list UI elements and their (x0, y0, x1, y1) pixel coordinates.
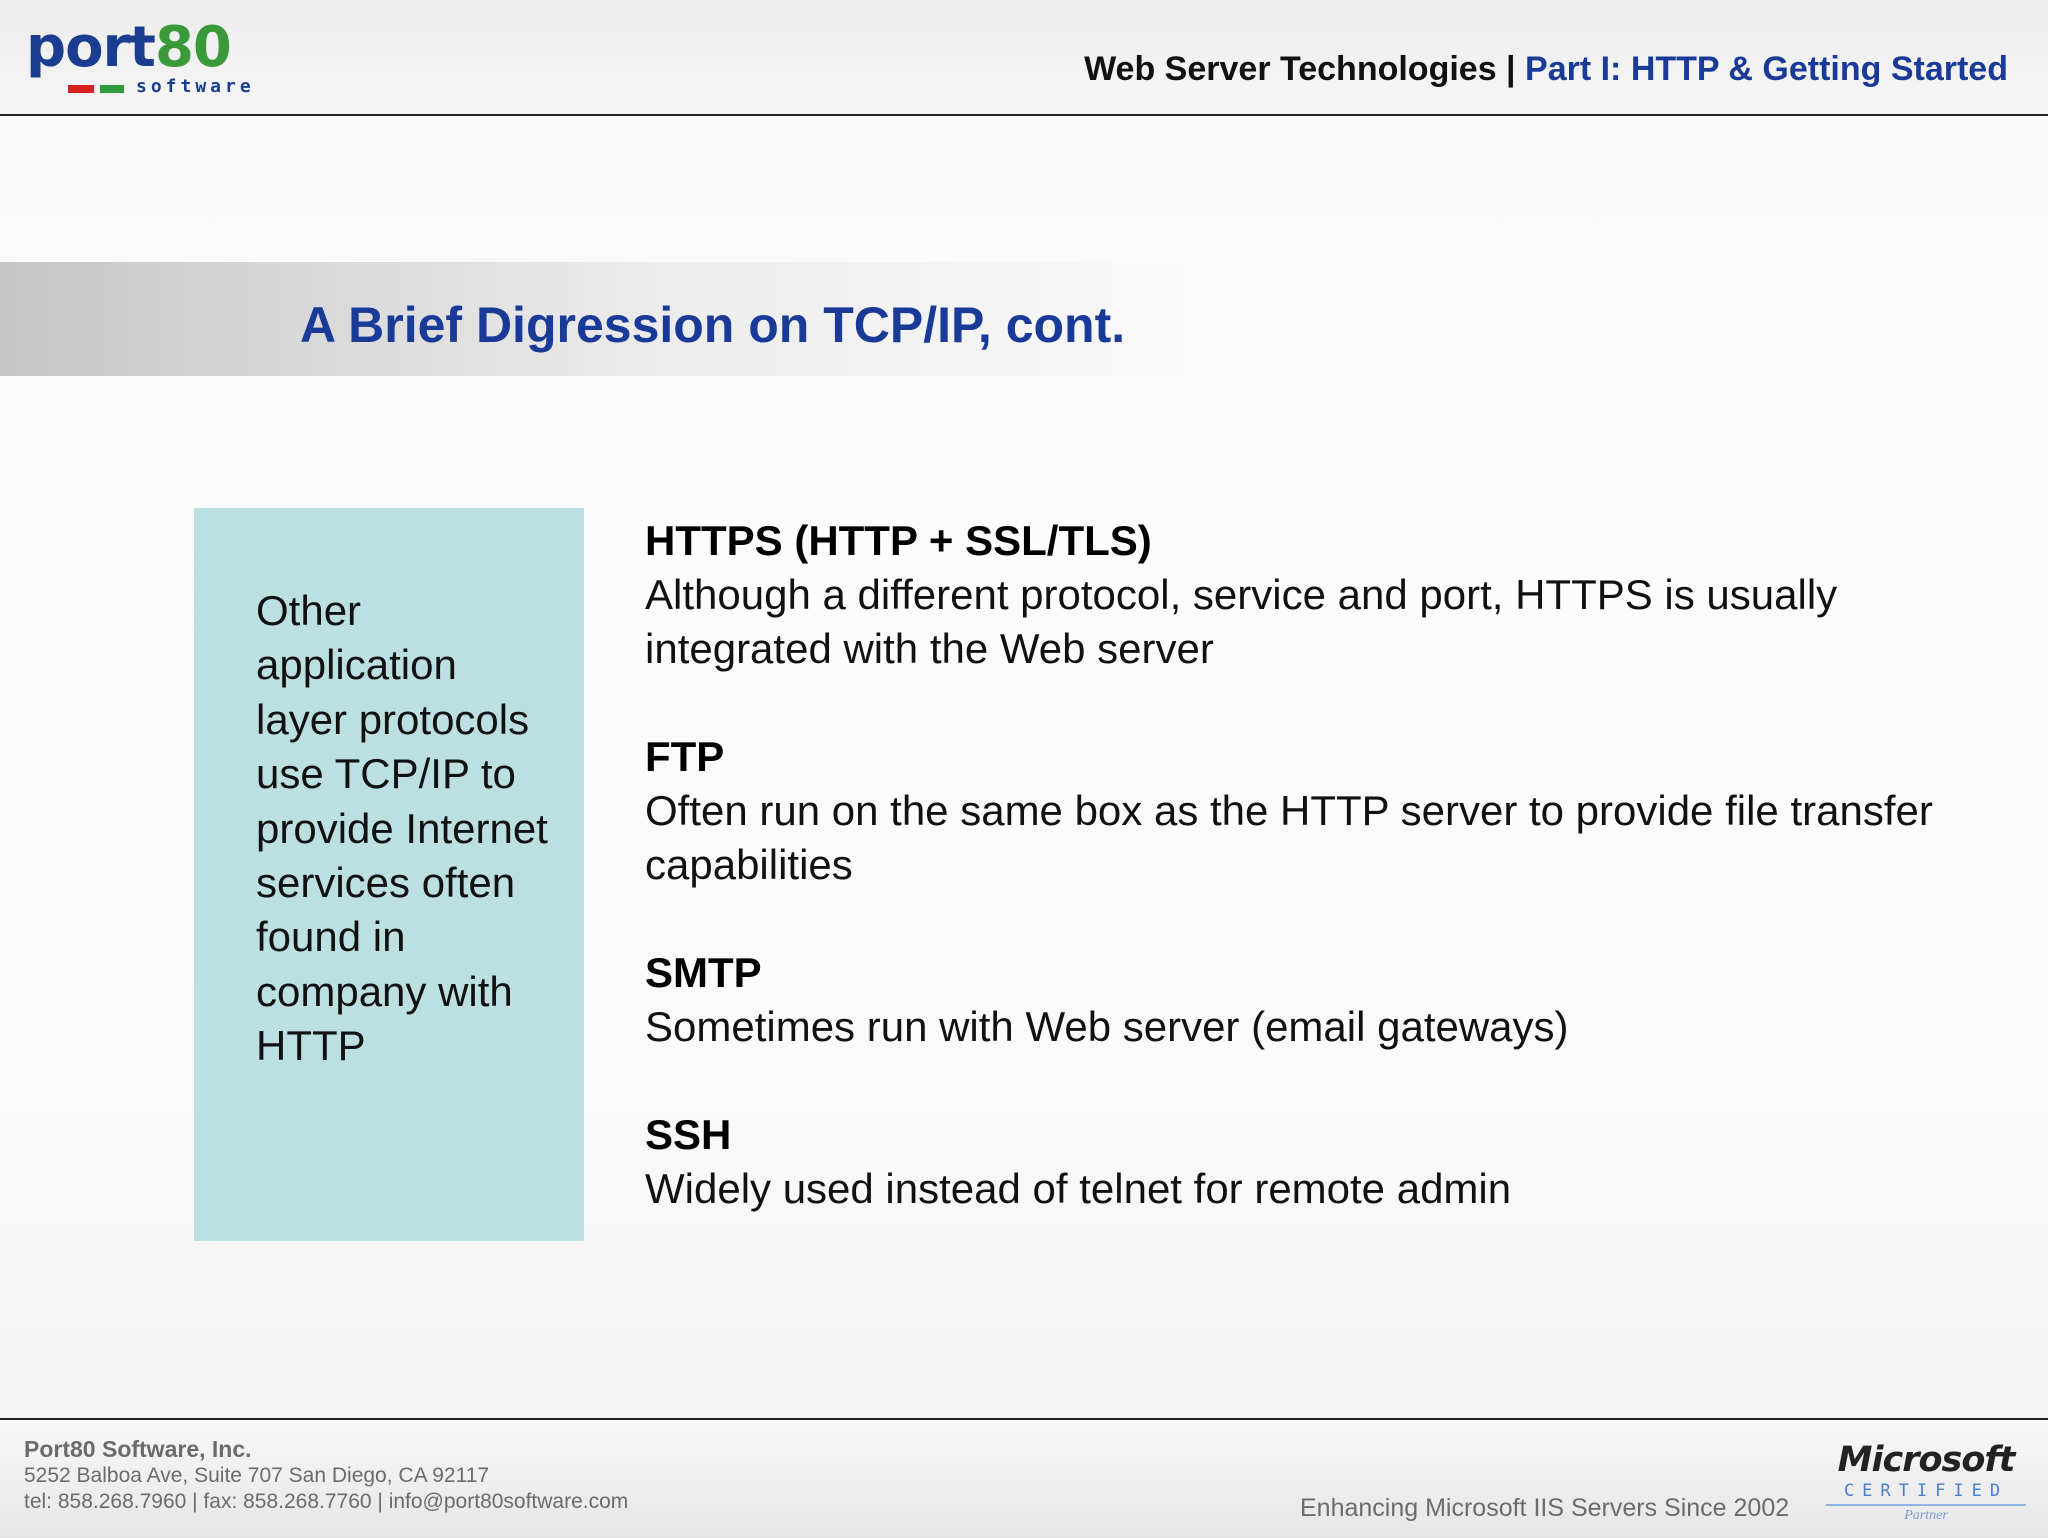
protocol-description: Often run on the same box as the HTTP server to provide file transfer capabilities (645, 787, 1933, 888)
protocol-list (645, 514, 1965, 1270)
logo-number: 80 (154, 15, 231, 80)
header-title-part: Part I: HTTP & Getting Started (1525, 50, 2008, 88)
header-title (1084, 50, 2008, 89)
logo-subtitle: software (136, 76, 255, 97)
protocol-item-https (645, 514, 1965, 676)
logo-red-bar (68, 85, 94, 93)
protocol-heading: SSH (645, 1111, 732, 1158)
company-contact: tel: 858.268.7960 | fax: 858.268.7760 | info@port80software.com (24, 1490, 629, 1513)
sidebar-callout (194, 508, 584, 1241)
logo-word: port (26, 15, 155, 80)
slide-title: A Brief Digression on TCP/IP, cont. (300, 297, 1126, 353)
footer-tagline: Enhancing Microsoft IIS Servers Since 2002 (1300, 1494, 1790, 1522)
company-name: Port80 Software, Inc. (24, 1436, 252, 1462)
protocol-description: Although a different protocol, service and port, HTTPS is usually integrated with the Web server (645, 571, 1838, 672)
ms-logo-certified: CERTIFIED (1826, 1480, 2026, 1506)
protocol-item-smtp (645, 946, 1965, 1054)
header (0, 0, 2048, 116)
ms-logo-partner: Partner (1904, 1508, 1948, 1523)
protocol-heading: FTP (645, 733, 725, 780)
protocol-description: Widely used instead of telnet for remote admin (645, 1165, 1512, 1212)
port80-logo (26, 16, 276, 100)
protocol-heading: HTTPS (HTTP + SSL/TLS) (645, 517, 1152, 564)
footer (0, 1418, 2048, 1538)
logo-wordmark (26, 16, 231, 80)
sidebar-callout-text: Other application layer protocols use TCP/IP to provide Internet services often found in company with HTTP (256, 587, 548, 1070)
protocol-item-ftp (645, 730, 1965, 892)
protocol-item-ssh (645, 1108, 1965, 1216)
company-address: 5252 Balboa Ave, Suite 707 San Diego, CA 92117 (24, 1464, 490, 1487)
protocol-description: Sometimes run with Web server (email gateways) (645, 1003, 1569, 1050)
ms-logo-word: Microsoft (1837, 1440, 2015, 1480)
logo-green-bar (100, 85, 124, 93)
microsoft-certified-partner-logo (1826, 1440, 2026, 1530)
header-title-prefix: Web Server Technologies | (1084, 50, 1526, 88)
protocol-heading: SMTP (645, 949, 762, 996)
